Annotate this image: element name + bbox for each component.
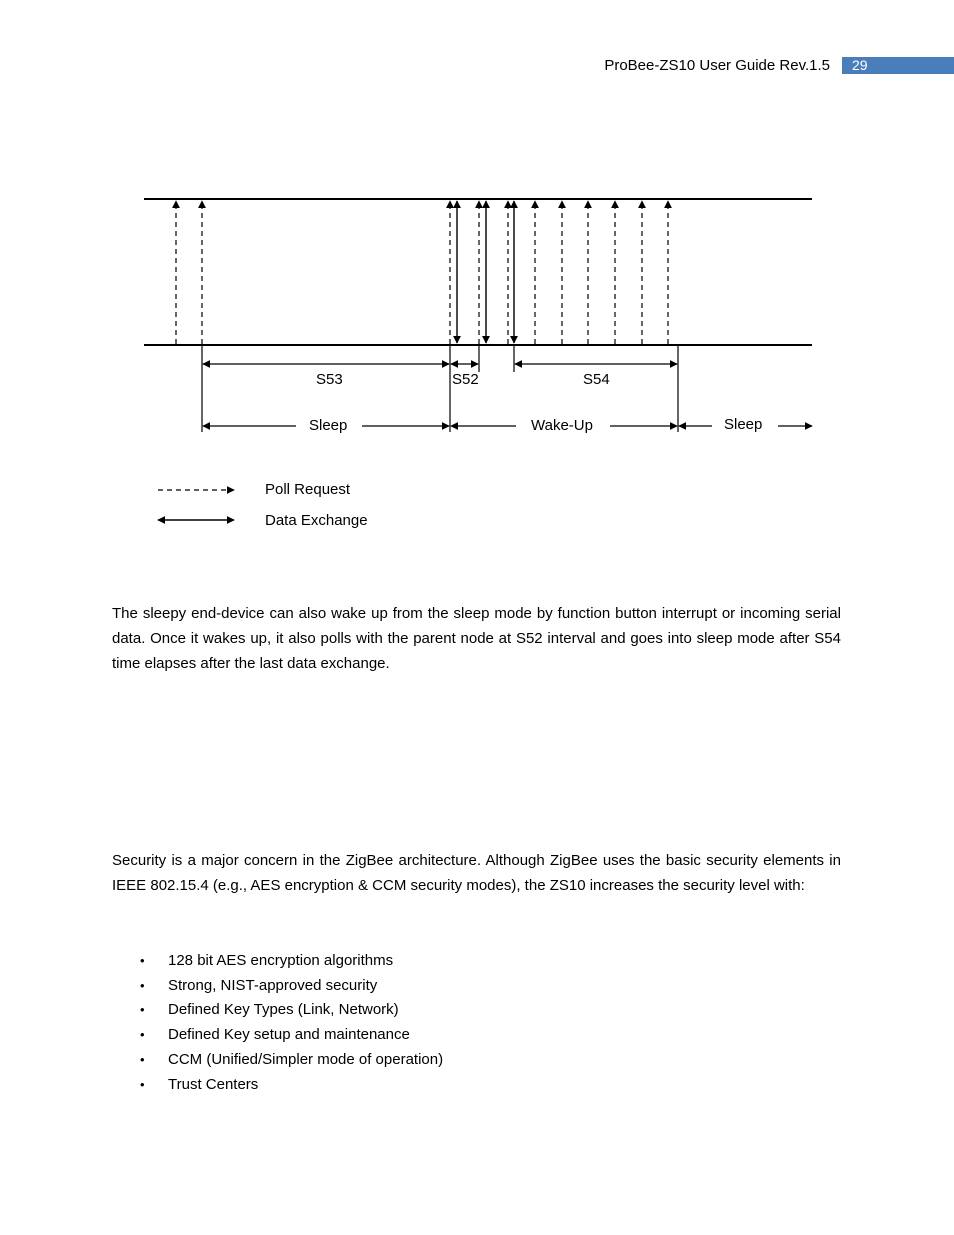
paragraph-security-intro: Security is a major concern in the ZigBee architecture. Although ZigBee uses the basic security elements in IEEE 802.15.4 (e.g., AES encryption & CCM security modes), the ZS10 increases the security level with: xyxy=(112,852,841,894)
security-features-list xyxy=(112,949,443,1097)
page-number-badge: 29 xyxy=(842,57,954,74)
timing-diagram xyxy=(0,0,954,560)
sleep-phase-label-2: Sleep xyxy=(724,416,763,433)
list-item: • 128 bit AES encryption algorithms xyxy=(112,949,443,974)
wakeup-phase-label: Wake-Up xyxy=(531,417,593,434)
sleep-phase-label: Sleep xyxy=(309,417,348,434)
bullet-icon: • xyxy=(140,1076,145,1092)
list-item: • Strong, NIST-approved security xyxy=(112,974,443,999)
bullet-icon: • xyxy=(140,1002,145,1018)
s52-label: S52 xyxy=(452,371,479,388)
bullet-icon: • xyxy=(140,1027,145,1043)
bullet-icon: • xyxy=(140,953,145,968)
header-title: ProBee-ZS10 User Guide Rev.1.5 xyxy=(604,57,830,74)
bullet-icon: • xyxy=(140,1051,145,1067)
list-item: • Trust Centers xyxy=(112,1073,443,1098)
legend-data-exchange-label: Data Exchange xyxy=(265,512,368,529)
s54-label: S54 xyxy=(583,371,610,388)
bullet-icon: • xyxy=(140,977,145,993)
list-item: • Defined Key setup and maintenance xyxy=(112,1023,443,1048)
paragraph-wakeup-description: The sleepy end-device can also wake up from the sleep mode by function button interrupt or incoming serial data. Once it wakes up, it also polls with the parent node at S52 interval and goes into sleep mode after S54 time elapses after the last data exchange. xyxy=(112,605,841,672)
poll-request-arrows xyxy=(176,201,668,344)
list-item: • Defined Key Types (Link, Network) xyxy=(112,998,443,1023)
s53-label: S53 xyxy=(316,371,343,388)
legend-poll-request-label: Poll Request xyxy=(265,481,351,498)
list-item: • CCM (Unified/Simpler mode of operation) xyxy=(112,1048,443,1073)
data-exchange-arrows xyxy=(457,201,514,343)
